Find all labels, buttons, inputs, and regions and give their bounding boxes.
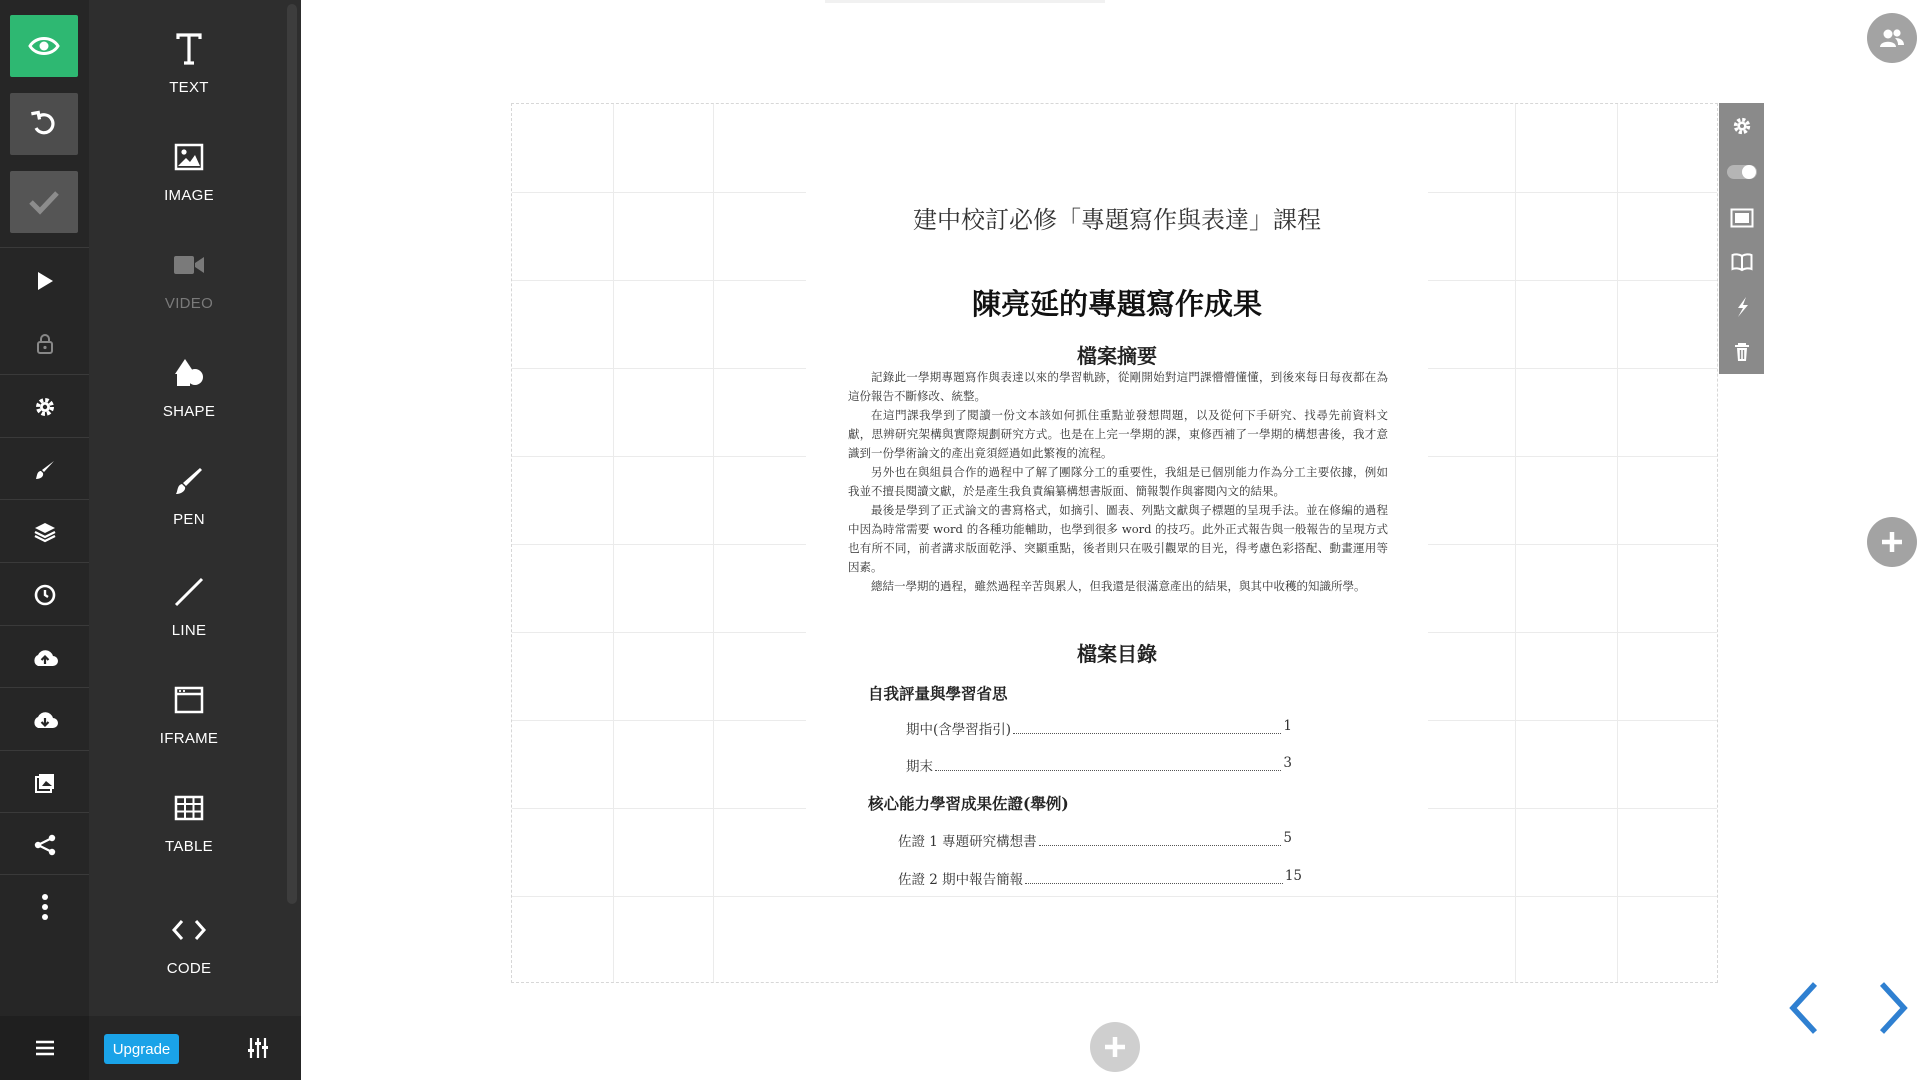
export-button[interactable] — [0, 689, 89, 751]
toc-row-label: 期中(含學習指引) — [906, 722, 1012, 738]
toc-row-label: 期末 — [906, 759, 933, 775]
document-image[interactable] — [806, 174, 1428, 894]
save-button[interactable] — [10, 171, 78, 233]
add-slide-right-button[interactable] — [1867, 517, 1917, 567]
toc-row-page: 15 — [1284, 868, 1302, 884]
slide-animate-button[interactable] — [1719, 284, 1764, 330]
palette-footer — [89, 1016, 301, 1080]
text-icon — [176, 33, 202, 65]
media-icon — [34, 772, 56, 794]
table-icon — [174, 795, 204, 821]
shape-label: SHAPE — [162, 403, 216, 420]
cloud-upload-icon — [31, 648, 59, 668]
lock-icon — [36, 333, 54, 355]
slide-toggle-button[interactable] — [1719, 149, 1764, 195]
top-edge-hint — [825, 0, 1105, 3]
toc-row — [906, 755, 1292, 775]
next-slide-button[interactable] — [1872, 980, 1912, 1040]
code-icon — [171, 918, 207, 942]
plus-icon — [1103, 1035, 1127, 1059]
slide-notes-button[interactable] — [1719, 239, 1764, 285]
abstract-paragraph: 總結一學期的過程，雖然過程辛苦與累人，但我還是很滿意產出的結果，與其中收穫的知識所學。 — [871, 579, 1366, 593]
add-slide-below-button[interactable] — [1090, 1022, 1140, 1072]
toc-row — [906, 718, 1292, 738]
slide-delete-button[interactable] — [1719, 329, 1764, 375]
main-menu-button[interactable] — [0, 1016, 89, 1080]
document-title: 陳亮延的專題寫作成果 — [971, 287, 1262, 321]
abstract-heading: 檔案摘要 — [1077, 344, 1157, 368]
share-button[interactable] — [0, 814, 89, 876]
gear-icon — [34, 396, 56, 418]
add-code-button[interactable] — [89, 908, 289, 1008]
background-icon — [1730, 208, 1754, 228]
slide-canvas[interactable] — [511, 103, 1718, 983]
check-icon — [28, 189, 60, 215]
plus-icon — [1880, 530, 1904, 554]
code-label: CODE — [166, 960, 212, 977]
add-pen-button[interactable] — [89, 459, 289, 559]
palette-scrollbar[interactable] — [287, 4, 297, 904]
toc-section: 核心能力學習成果佐證(舉例) — [868, 794, 1069, 813]
undo-icon — [29, 109, 59, 139]
trash-icon — [1734, 342, 1750, 362]
history-button[interactable] — [0, 564, 89, 626]
toc-row — [898, 868, 1302, 888]
pen-icon — [174, 466, 204, 496]
text-label: TEXT — [169, 79, 209, 96]
sliders-icon — [247, 1036, 269, 1060]
video-label: VIDEO — [164, 295, 214, 312]
layers-icon — [33, 521, 57, 543]
element-palette — [89, 0, 301, 1080]
previous-slide-button[interactable] — [1785, 980, 1825, 1040]
toc-row-label: 佐證 1 專題研究構想書 — [898, 834, 1037, 850]
toggle-icon — [1726, 163, 1758, 181]
preview-button[interactable] — [10, 15, 78, 77]
pen-label: PEN — [173, 511, 205, 528]
add-line-button[interactable] — [89, 570, 289, 670]
course-title: 建中校訂必修「專題寫作與表達」課程 — [913, 206, 1321, 234]
abstract-paragraph: 最後是學到了正式論文的書寫格式，如摘引、圖表、列點文獻與子標題的呈現手法。並在修編的過程中因為時常需要 word 的各種功能輔助，也學到很多 word 的技巧。此外正式報告與一般報告的呈現方式也有所不同，前者講求版面乾淨、突顯重點，後者則只在吸引觀眾的目光，得考慮色彩搭配、動畫運用等因素。 — [848, 503, 1388, 574]
abstract-paragraph: 記錄此一學期專題寫作與表達以來的學習軌跡，從剛開始對這門課懵懵懂懂，到後來每日每夜都在為這份報告不斷修改、統整。 — [848, 370, 1388, 403]
line-icon — [174, 577, 204, 607]
abstract-paragraph: 另外也在與組員合作的過程中了解了團隊分工的重要性，我組是已個別能力作為分工主要依據，例如我並不擅長閱讀文獻，於是產生我負責編纂構想書版面、簡報製作與審閱內文的結果。 — [848, 465, 1388, 498]
undo-button[interactable] — [10, 93, 78, 155]
add-table-button[interactable] — [89, 786, 289, 886]
add-text-button[interactable] — [89, 27, 289, 127]
table-label: TABLE — [165, 838, 213, 855]
share-icon — [33, 833, 57, 857]
style-button[interactable] — [0, 439, 89, 501]
slide-settings-button[interactable] — [1719, 103, 1764, 149]
iframe-icon — [174, 686, 204, 714]
lock-button[interactable] — [0, 313, 89, 375]
left-rail — [0, 0, 89, 1080]
settings-button[interactable] — [0, 376, 89, 438]
chevron-left-icon — [1785, 980, 1825, 1036]
toc-row-page: 5 — [1283, 830, 1292, 846]
image-icon — [174, 143, 204, 171]
toc-row-page: 3 — [1283, 755, 1292, 771]
toc-row — [898, 830, 1292, 850]
book-icon — [1731, 252, 1753, 272]
line-label: LINE — [171, 622, 207, 639]
eye-icon — [28, 35, 60, 57]
collaborators-button[interactable] — [1867, 13, 1917, 63]
slide-tools-strip — [1719, 103, 1764, 374]
settings-sliders-button[interactable] — [247, 1036, 269, 1064]
abstract-body — [848, 368, 1388, 596]
animate-icon — [1732, 296, 1752, 318]
add-video-button[interactable] — [89, 243, 289, 343]
chevron-right-icon — [1872, 980, 1912, 1036]
abstract-paragraph: 在這門課我學到了閱讀一份文本該如何抓住重點並發想問題，以及從何下手研究、找尋先前資料文獻，思辨研究架構與實際規劃研究方式。也是在上完一學期的課，東修西補了一學期的構想書後，我才意識到一份學術論文的產出竟須經過如此繁複的流程。 — [848, 408, 1388, 460]
slide-background-button[interactable] — [1719, 195, 1764, 241]
upgrade-button[interactable]: Upgrade — [104, 1034, 179, 1064]
shape-icon — [173, 358, 205, 388]
add-image-button[interactable] — [89, 135, 289, 235]
add-iframe-button[interactable] — [89, 678, 289, 778]
toc-heading: 檔案目錄 — [1077, 642, 1157, 666]
users-icon — [1878, 27, 1906, 49]
cloud-download-icon — [31, 710, 59, 730]
import-button[interactable] — [0, 627, 89, 689]
toc-section: 自我評量與學習省思 — [868, 684, 1008, 703]
clock-icon — [33, 583, 57, 607]
media-button[interactable] — [0, 752, 89, 814]
iframe-label: IFRAME — [159, 730, 219, 747]
menu-icon — [35, 1040, 55, 1056]
layers-button[interactable] — [0, 501, 89, 563]
image-label: IMAGE — [164, 187, 214, 204]
toc-row-page: 1 — [1283, 718, 1292, 734]
present-button[interactable] — [0, 250, 89, 312]
toc-row-label: 佐證 2 期中報告簡報 — [898, 872, 1024, 888]
play-icon — [36, 271, 54, 291]
video-icon — [173, 254, 205, 276]
more-button[interactable] — [0, 876, 89, 938]
gear-icon — [1732, 116, 1752, 136]
add-shape-button[interactable] — [89, 351, 289, 451]
brush-icon — [34, 459, 56, 481]
more-icon — [41, 893, 49, 921]
